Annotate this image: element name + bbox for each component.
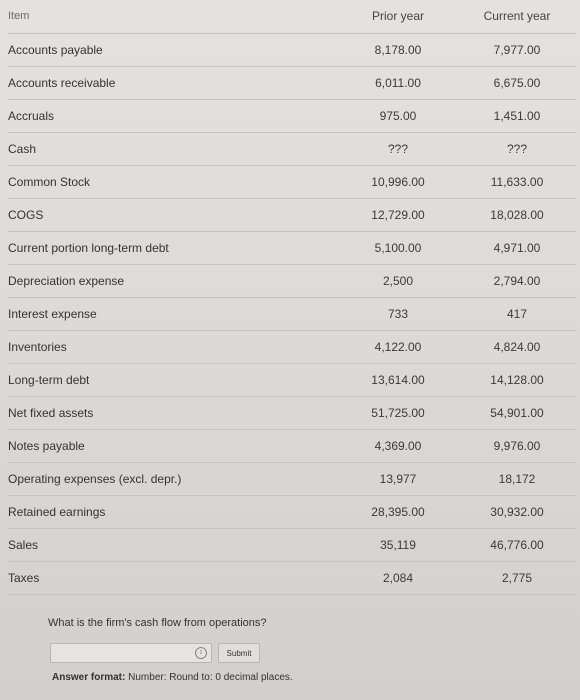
row-current-value: 6,675.00 bbox=[493, 75, 541, 90]
row-item-label: Retained earnings bbox=[8, 504, 106, 519]
row-current-value: 7,977.00 bbox=[493, 42, 541, 57]
row-item-label: Accounts payable bbox=[8, 42, 103, 57]
table-row bbox=[8, 33, 576, 66]
table-body bbox=[8, 33, 576, 594]
row-prior-value: 2,084 bbox=[382, 570, 414, 585]
row-current-value: 54,901.00 bbox=[490, 405, 544, 420]
row-prior-value: 51,725.00 bbox=[371, 405, 425, 420]
row-prior-value: 10,996.00 bbox=[371, 174, 425, 189]
table-row bbox=[8, 495, 576, 528]
answer-row bbox=[50, 642, 260, 664]
row-current-value: 9,976.00 bbox=[493, 438, 541, 453]
row-prior-value: 733 bbox=[387, 306, 409, 321]
row-item-label: COGS bbox=[8, 207, 44, 222]
answer-format-text: Number: Round to: 0 decimal places. bbox=[128, 672, 293, 683]
row-current-value: 2,794.00 bbox=[493, 273, 541, 288]
row-prior-value: 6,011.00 bbox=[375, 75, 421, 90]
table-row bbox=[8, 429, 576, 462]
row-prior-value: 5,100.00 bbox=[374, 240, 422, 255]
table-row bbox=[8, 264, 576, 297]
row-prior-value: ??? bbox=[387, 141, 409, 156]
table-row bbox=[8, 528, 576, 561]
answer-format bbox=[52, 672, 293, 683]
row-current-value: 18,028.00 bbox=[490, 207, 544, 222]
row-current-value: 14,128.00 bbox=[490, 372, 544, 387]
table-row bbox=[8, 99, 576, 132]
table-row bbox=[8, 561, 576, 594]
row-current-value: 4,824.00 bbox=[493, 339, 541, 354]
table-row bbox=[8, 231, 576, 264]
row-item-label: Taxes bbox=[8, 570, 40, 585]
row-item-label: Current portion long-term debt bbox=[8, 240, 169, 255]
row-item-label: Inventories bbox=[8, 339, 67, 354]
table-row bbox=[8, 363, 576, 396]
row-item-label: Depreciation expense bbox=[8, 273, 125, 288]
row-item-label: Net fixed assets bbox=[8, 405, 94, 420]
row-current-value: 11,633.00 bbox=[490, 174, 544, 189]
row-prior-value: 12,729.00 bbox=[371, 207, 425, 222]
row-item-label: Operating expenses (excl. depr.) bbox=[8, 471, 182, 486]
row-item-label: Accruals bbox=[8, 108, 55, 123]
row-prior-value: 4,369.00 bbox=[374, 438, 422, 453]
table-row bbox=[8, 66, 576, 99]
row-prior-value: 13,614.00 bbox=[371, 372, 425, 387]
row-current-value: ??? bbox=[506, 141, 528, 156]
data-table bbox=[8, 0, 576, 595]
answer-input[interactable] bbox=[50, 643, 212, 663]
table-row bbox=[8, 132, 576, 165]
header-prior-year: Prior year bbox=[371, 9, 424, 24]
row-prior-value: 35,119 bbox=[380, 537, 416, 552]
row-item-label: Sales bbox=[8, 537, 39, 552]
header-item: Item bbox=[8, 10, 30, 23]
row-current-value: 30,932.00 bbox=[490, 504, 544, 519]
row-item-label: Common Stock bbox=[8, 174, 91, 189]
row-prior-value: 975.00 bbox=[379, 108, 417, 123]
stepper-icon[interactable]: ↕ bbox=[195, 647, 207, 659]
row-prior-value: 28,395.00 bbox=[371, 504, 425, 519]
table-row bbox=[8, 462, 576, 495]
submit-button[interactable]: Submit bbox=[218, 643, 260, 663]
table-row bbox=[8, 297, 576, 330]
row-prior-value: 2,500 bbox=[382, 273, 414, 288]
row-current-value: 46,776.00 bbox=[490, 537, 544, 552]
row-item-label: Notes payable bbox=[8, 438, 85, 453]
row-item-label: Long-term debt bbox=[8, 372, 90, 387]
table-row bbox=[8, 165, 576, 198]
table-row bbox=[8, 396, 576, 429]
table-header-row bbox=[8, 0, 576, 33]
question-text: What is the firm's cash flow from operations? bbox=[48, 617, 267, 629]
row-item-label: Accounts receivable bbox=[8, 75, 116, 90]
row-current-value: 4,971.00 bbox=[493, 240, 541, 255]
table-row bbox=[8, 198, 576, 231]
row-item-label: Interest expense bbox=[8, 306, 97, 321]
table-row bbox=[8, 330, 576, 363]
row-current-value: 1,451.00 bbox=[493, 108, 541, 123]
row-current-value: 2,775 bbox=[501, 570, 533, 585]
row-prior-value: 4,122.00 bbox=[374, 339, 422, 354]
row-prior-value: 13,977 bbox=[379, 471, 417, 486]
row-current-value: 18,172 bbox=[498, 471, 536, 486]
row-item-label: Cash bbox=[8, 141, 37, 156]
header-current-year: Current year bbox=[483, 9, 551, 24]
answer-format-label: Answer format: bbox=[52, 672, 126, 683]
row-current-value: 417 bbox=[506, 306, 528, 321]
row-prior-value: 8,178.00 bbox=[374, 42, 422, 57]
